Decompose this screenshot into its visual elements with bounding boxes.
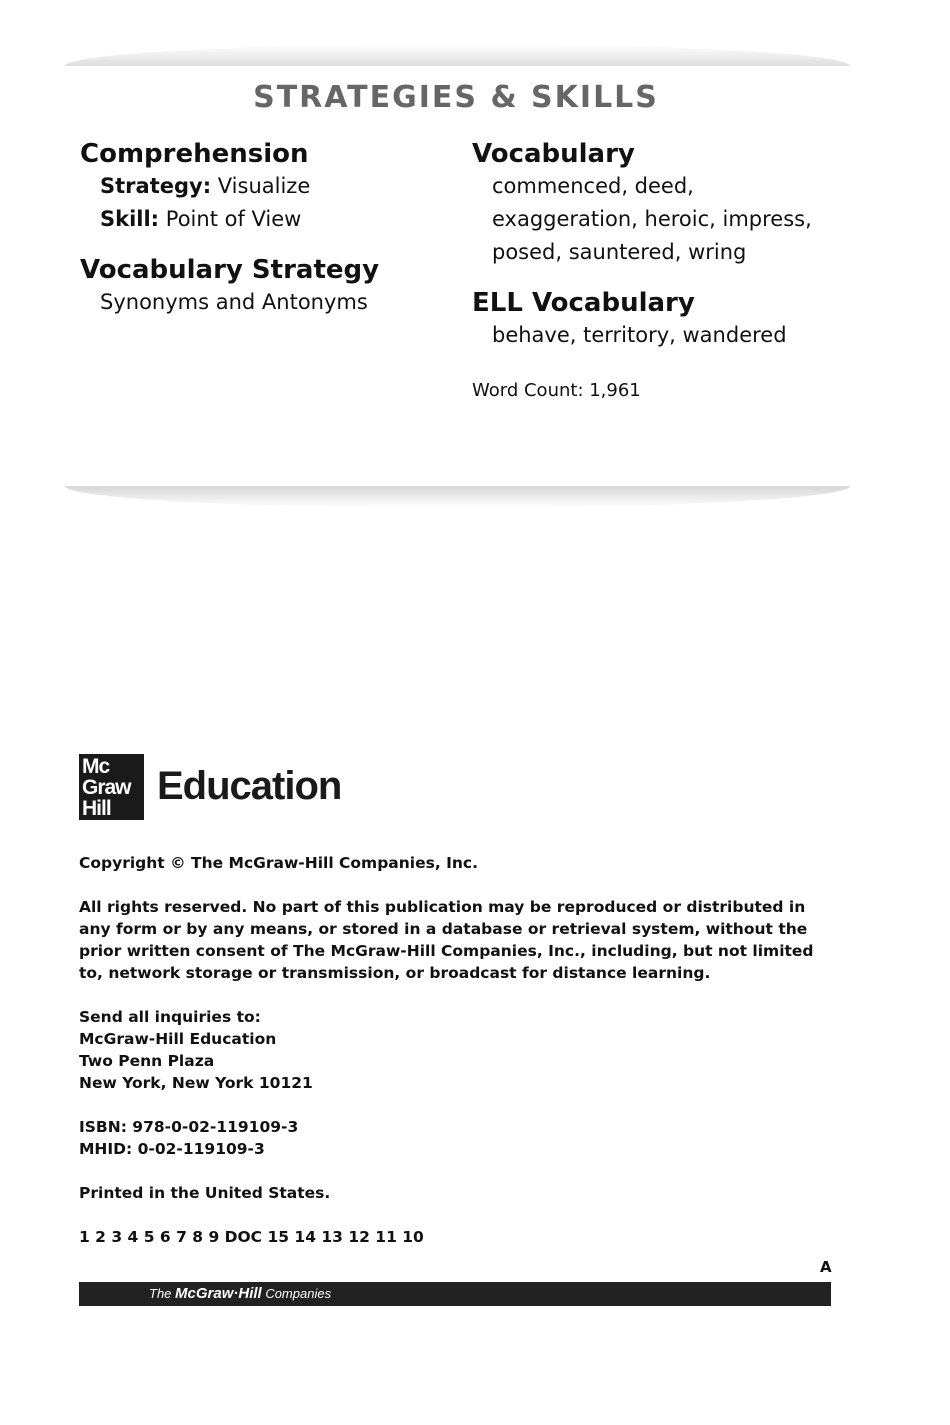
logo-line: Hill: [82, 797, 111, 820]
ell-vocabulary-value: behave, territory, wandered: [492, 323, 787, 347]
footer-suffix: Companies: [261, 1286, 332, 1301]
isbn-line: ISBN: 978-0-02-119109-3: [79, 1118, 299, 1136]
skill-label: Skill:: [100, 207, 160, 231]
logo-line: Graw: [82, 776, 131, 799]
panel-top-shadow: [65, 44, 850, 66]
skill-line: [80, 203, 450, 236]
inquiry-line: New York, New York 10121: [79, 1074, 313, 1092]
skill-value: Point of View: [165, 207, 302, 231]
panel-bottom-shadow: [65, 486, 850, 508]
id-block: [79, 1116, 839, 1160]
vocabulary-line: exaggeration, heroic, impress,: [492, 207, 812, 231]
page-title: STRATEGIES & SKILLS: [253, 80, 659, 115]
printed-line: Printed in the United States.: [79, 1184, 331, 1202]
mcgraw-hill-logo: [79, 754, 144, 820]
copyright-line: Copyright © The McGraw-Hill Companies, Inc.: [79, 854, 479, 872]
footer-prefix: The: [149, 1286, 176, 1301]
ell-vocabulary-heading: ELL Vocabulary: [472, 288, 695, 318]
vocabulary-line: posed, sauntered, wring: [492, 240, 747, 264]
strategy-line: [80, 170, 450, 203]
inquiry-line: Two Penn Plaza: [79, 1052, 215, 1070]
strategy-value: Visualize: [217, 174, 311, 198]
strategy-label: Strategy:: [100, 174, 212, 198]
inquiry-line: Send all inquiries to:: [79, 1008, 261, 1026]
rights-paragraph: All rights reserved. No part of this publication may be reproduced or distributed in any form or by any means, or stored in a database or retrieval system, without the prior written consent of The McGraw-Hill Companies, Inc., including, but not limited to, network storage or transmission, or broadcast for distance learning.: [79, 898, 814, 982]
left-column: [80, 138, 450, 319]
vocabulary-heading: Vocabulary: [472, 139, 635, 169]
footer-bar: [79, 1282, 831, 1306]
level-marker: A: [820, 1258, 832, 1276]
mhid-line: MHID: 0-02-119109-3: [79, 1140, 265, 1158]
vocabulary-line: commenced, deed,: [492, 174, 694, 198]
footer-brand: [149, 1285, 331, 1302]
comprehension-heading: Comprehension: [80, 139, 309, 169]
logo-line: Mc: [82, 755, 110, 778]
right-column: [472, 138, 872, 401]
print-number-line: 1 2 3 4 5 6 7 8 9 DOC 15 14 13 12 11 10: [79, 1228, 424, 1246]
vocab-strategy-heading: Vocabulary Strategy: [80, 255, 380, 285]
education-wordmark: Education: [157, 764, 342, 808]
footer-brand-name: McGraw·Hill: [175, 1285, 262, 1302]
vocab-strategy-value: Synonyms and Antonyms: [100, 290, 368, 314]
inquiries-block: [79, 1006, 839, 1094]
inquiry-line: McGraw-Hill Education: [79, 1030, 277, 1048]
legal-block: [79, 852, 839, 1270]
word-count: Word Count: 1,961: [472, 380, 641, 401]
